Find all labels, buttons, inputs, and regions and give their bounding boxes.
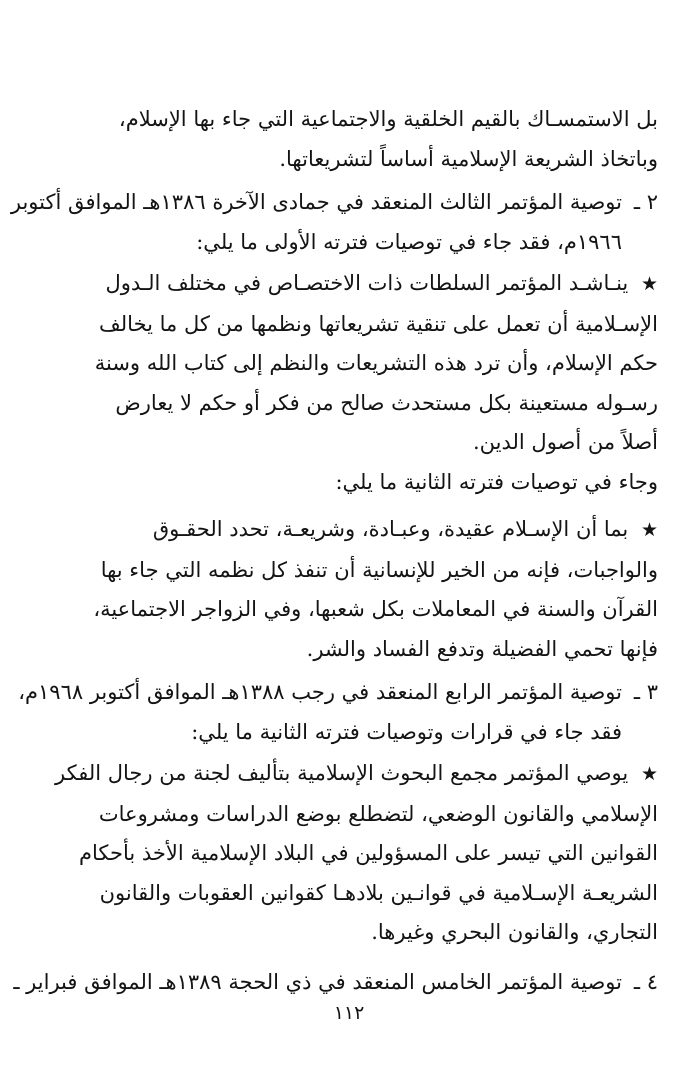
item-number: ٢ ـ	[633, 190, 658, 214]
star-icon: ★	[640, 519, 658, 541]
text-line: والواجبات، فإنه من الخير للإنسانية أن تنفذ كل نظمه التي جاء بها	[100, 557, 658, 582]
text-line: التجاري، والقانون البحري وغيرها.	[371, 920, 658, 944]
text-line: توصية المؤتمر الخامس المنعقد في ذي الحجة ١٣٨٩هـ الموافق فبراير ـ	[13, 969, 622, 994]
text-line: وباتخاذ الشريعة الإسلامية أساساً لتشريعاتها.	[279, 146, 658, 171]
text-line	[40, 264, 658, 305]
text-line: بل الاستمسـاك بالقيم الخلقية والاجتماعية التي جاء بها الإسلام،	[118, 107, 658, 131]
star-icon: ★	[640, 273, 658, 295]
text-line: فإنها تحمي الفضيلة وتدفع الفساد والشر.	[306, 636, 658, 661]
quoted-recommendation-3	[40, 754, 658, 953]
quoted-recommendation-2	[40, 510, 658, 669]
numbered-item-4	[13, 963, 658, 1003]
spacer	[40, 953, 658, 959]
second-period-intro: وجاء في توصيات فترته الثانية ما يلي:	[335, 469, 658, 494]
text-line: ١٩٦٦م، فقد جاء في توصيات فترته الأولى ما يلي:	[196, 229, 622, 254]
text-line: الإسـلامية أن تعمل على تنقية تشريعاتها ونظمها من كل ما يخالف	[99, 311, 658, 336]
item-number: ٤ ـ	[633, 969, 658, 994]
text-segment: بما أن الإسـلام عقيدة، وعبـادة، وشريعـة، تحدد الحقـوق	[152, 517, 629, 541]
text-line: الشريعـة الإسـلامية في قوانـين بلادهـا كقوانين العقوبات والقانون	[99, 880, 658, 905]
text-line	[40, 754, 658, 795]
text-line: توصية المؤتمر الرابع المنعقد في رجب ١٣٨٨هـ الموافق أكتوبر ١٩٦٨م،	[18, 680, 622, 704]
text-line: توصية المؤتمر الثالث المنعقد في جمادى الآخرة ١٣٨٦هـ الموافق أكتوبر	[10, 190, 622, 214]
star-icon: ★	[640, 763, 658, 785]
text-line	[40, 510, 658, 551]
page-body	[10, 100, 658, 1002]
text-line: القوانين التي تيسر على المسؤولين في البلاد الإسلامية الأخذ بأحكام	[79, 841, 658, 865]
numbered-item-2	[10, 183, 658, 262]
text-segment: ينـاشـد المؤتمر السلطات ذات الاختصـاص في مختلف الـدول	[105, 271, 629, 295]
text-line: فقد جاء في قرارات وتوصيات فترته الثانية ما يلي:	[191, 719, 622, 744]
quoted-recommendation-1	[40, 264, 658, 463]
text-line: رسـوله مستعينة بكل مستحدث صالح من فكر أو حكم لا يعارض	[115, 390, 658, 415]
text-segment: يوصي المؤتمر مجمع البحوث الإسلامية بتأليف لجنة من رجال الفكر	[55, 761, 629, 785]
item-number: ٣ ـ	[633, 680, 658, 704]
text-line: الإسلامي والقانون الوضعي، لتضطلع بوضع الدراسات ومشروعات	[98, 801, 658, 826]
text-line: القرآن والسنة في المعاملات بكل شعبها، وفي الزواجر الاجتماعية،	[93, 597, 658, 621]
spacer	[40, 502, 658, 508]
text-line: حكم الإسلام، وأن ترد هذه التشريعات والنظم إلى كتاب الله وسنة	[94, 351, 658, 375]
intro-paragraph	[40, 100, 658, 179]
page-number: ١١٢	[333, 1002, 365, 1024]
text-line: أصلاً من أصول الدين.	[473, 430, 658, 454]
numbered-item-3	[18, 673, 658, 752]
